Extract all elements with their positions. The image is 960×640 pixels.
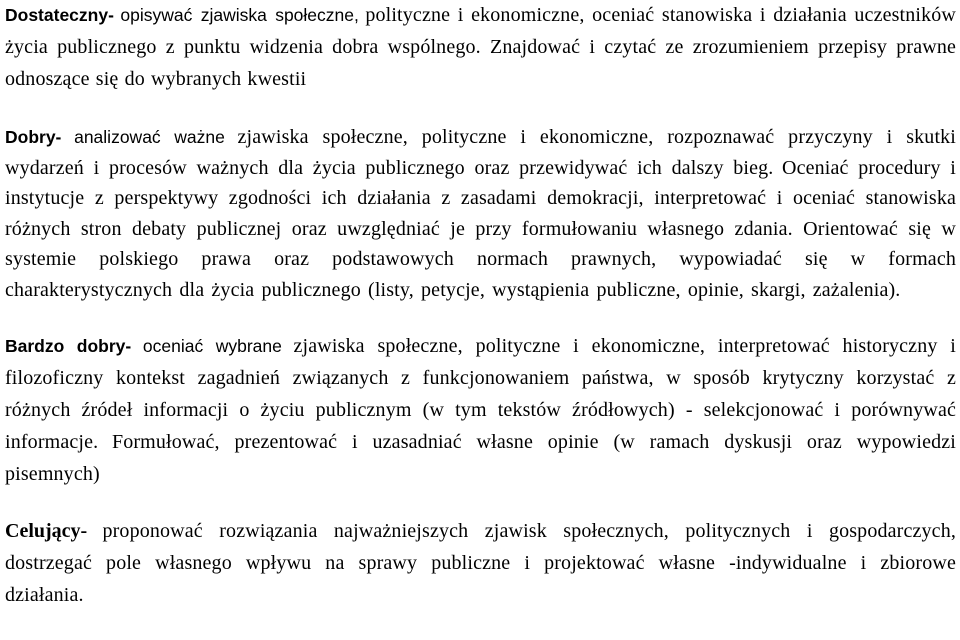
paragraph-bardzo-dobry bbox=[5, 331, 956, 491]
paragraph-dostateczny bbox=[5, 0, 956, 96]
grade-label-dostateczny: Dostateczny- bbox=[5, 5, 114, 25]
grade-text-celujacy: proponować rozwiązania najważniejszych zjawisk społecznych, politycznych i gospodarczych, dostrzegać pole własnego wpływu na sprawy publiczne i projektować własne -indywidualne i zbiorowe działania. bbox=[5, 520, 957, 606]
grade-lead-bardzo-dobry: oceniać wybrane bbox=[142, 336, 282, 356]
grade-label-bardzo-dobry: Bardzo dobry- bbox=[5, 336, 132, 356]
grade-text-bardzo-dobry-continued: Formułować, prezentować i uzasadniać własne opinie (w ramach dyskusji oraz wypowiedzi pisemnych) bbox=[5, 431, 956, 485]
paragraph-celujacy bbox=[5, 516, 956, 612]
grade-text-dobry-continued: Oceniać procedury i instytucje z perspektywy zgodności ich działania z zasadami demokracji, interpretować i oceniać stanowiska różnych stron debaty publicznej oraz uwzględniać je przy formułowaniu własnego zdania. Orientować się w systemie polskiego prawa oraz podstawowych normach prawnych, wypowiadać się w formach charakterystycznych dla życia publicznego (listy, petycje, wystąpienia publiczne, opinie, skargi, zażalenia). bbox=[5, 156, 956, 301]
grade-lead-dostateczny: opisywać zjawiska społeczne, bbox=[120, 5, 359, 25]
grade-text-bardzo-dobry: zjawiska społeczne, polityczne i ekonomiczne, interpretować historyczny i filozoficzny kontekst zagadnień związanych z funkcjonowaniem państwa, w sposób krytyczny korzystać z różnych źródeł informacji o życiu publicznym (w tym tekstów źródłowych) - selekcjonować i porównywać informacje. bbox=[5, 335, 956, 453]
grade-text-dobry: zjawiska społeczne, polityczne i ekonomiczne, rozpoznawać przyczyny i skutki wydarzeń i procesów ważnych dla życia publicznego oraz przewidywać ich dalszy bieg. bbox=[5, 126, 957, 179]
grade-label-dobry: Dobry- bbox=[5, 127, 62, 147]
paragraph-dobry bbox=[5, 123, 956, 306]
grade-lead-dobry: analizować ważne bbox=[74, 127, 225, 147]
grade-text-dostateczny: polityczne i ekonomiczne, oceniać stanowiska i działania uczestników życia publicznego z punktu widzenia dobra wspólnego. Znajdować i czytać ze zrozumieniem przepisy prawne odnoszące się do wybranych kwestii bbox=[5, 4, 957, 90]
grade-label-celujacy: Celujący- bbox=[5, 520, 88, 542]
